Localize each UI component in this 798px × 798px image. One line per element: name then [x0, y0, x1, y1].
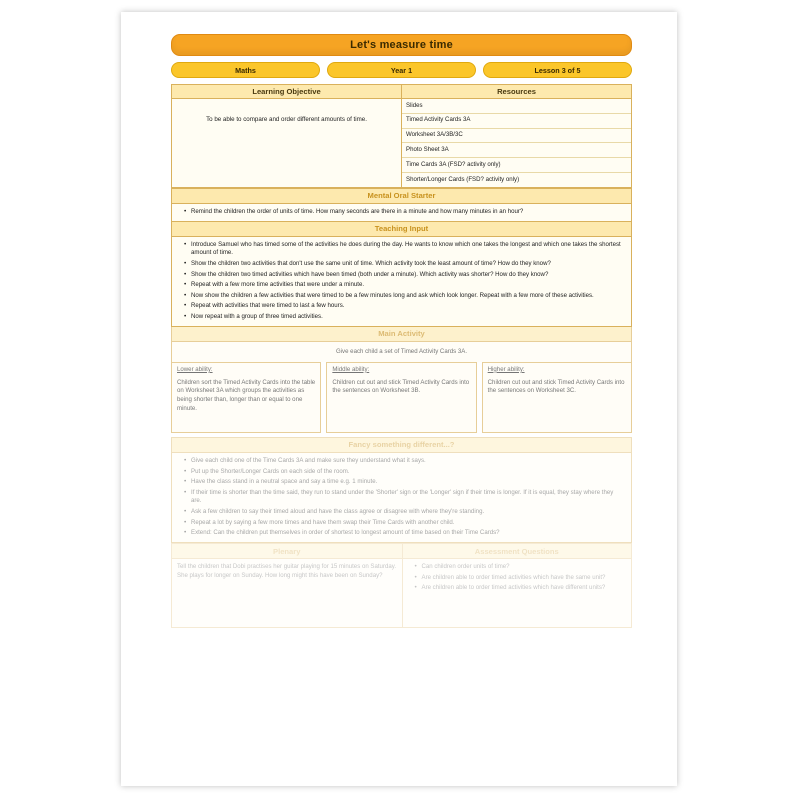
list-item: • Are children able to order timed activities which have different units?	[422, 583, 623, 594]
lesson-number-pill	[483, 62, 632, 78]
year-label: Year 1	[390, 65, 413, 75]
assessment-column	[402, 543, 633, 628]
subject-label: Maths	[235, 65, 256, 75]
document-page	[121, 12, 677, 786]
higher-ability-label: Higher ability:	[487, 365, 525, 373]
main-activity-note	[171, 342, 632, 362]
list-item: • Give each child one of the Time Cards 3A and make sure they understand what it says.	[191, 456, 622, 467]
list-item: Photo Sheet 3A	[402, 143, 631, 158]
list-item: • Ask a few children to say their timed aloud and have the class agree or disagree with where they're standing.	[191, 507, 622, 518]
resources-header: Resources	[402, 85, 632, 99]
list-item: • Introduce Samuel who has timed some of the activities he does during the day. He wants to know which one takes the longest and which one takes the shortest amount of time.	[191, 240, 622, 259]
learning-objective-text: To be able to compare and order different amounts of time.	[172, 99, 402, 188]
list-item: • Have the class stand in a neutral space and say a time e.g. 1 minute.	[191, 477, 622, 488]
list-item: • Repeat a lot by saying a few more times and have them swap their Time Cards with another child.	[191, 518, 622, 529]
fancy-something-different-body	[171, 453, 632, 543]
lower-ability-label: Lower ability:	[177, 365, 213, 373]
list-item: Shorter/Longer Cards (FSD? activity only)	[406, 175, 520, 183]
main-activity-note-text: Give each child a set of Timed Activity Cards 3A.	[335, 347, 468, 355]
ability-differentiation-row	[171, 362, 632, 433]
lesson-number-label: Lesson 3 of 5	[534, 65, 581, 75]
list-item: • Extend: Can the children put themselves in order of shortest to longest amount of time based on their Time Cards?	[191, 528, 622, 539]
lesson-plan-sheet	[171, 34, 632, 628]
lesson-title-banner	[171, 34, 632, 56]
main-activity-heading: Main Activity	[171, 327, 632, 342]
list-item: Worksheet 3A/3B/3C	[402, 129, 631, 144]
list-item: • Show the children two timed activities which have been timed (both under a minute). Which activity was shorter? How do they know?	[191, 270, 622, 281]
assessment-questions-body	[402, 559, 633, 628]
teaching-input-heading: Teaching Input	[171, 222, 632, 237]
resources-list-cell	[402, 99, 632, 188]
assessment-questions-list	[408, 562, 627, 594]
list-item: • Are children able to order timed activities which have the same unit?	[422, 573, 623, 584]
higher-ability-text: Children cut out and stick Timed Activity Cards into the sentences on Worksheet 3C.	[487, 378, 625, 395]
lower-ability-text: Children sort the Timed Activity Cards into the table on Worksheet 3A which groups the activities as being shorter than, longer than or equal to one minute.	[177, 378, 316, 413]
higher-ability-box	[482, 362, 632, 433]
plenary-heading: Plenary	[171, 543, 402, 559]
list-item: • Now repeat with a group of three timed activities.	[191, 312, 622, 323]
year-pill	[327, 62, 476, 78]
list-item: • Repeat with activities that were timed to last a few hours.	[191, 301, 622, 312]
lower-ability-box	[171, 362, 321, 433]
middle-ability-text: Children cut out and stick Timed Activity Cards into the sentences on Worksheet 3B.	[332, 378, 470, 395]
subject-pill	[171, 62, 320, 78]
mental-oral-starter-body	[171, 204, 632, 222]
fancy-something-different-list	[177, 456, 626, 539]
list-item: Slides	[402, 99, 631, 114]
list-item: • Can children order units of time?	[422, 562, 623, 573]
mental-oral-starter-heading: Mental Oral Starter	[171, 188, 632, 204]
fancy-something-different-heading: Fancy something different...?	[171, 437, 632, 453]
list-item: • Put up the Shorter/Longer Cards on each side of the room.	[191, 467, 622, 478]
lesson-meta-row	[171, 62, 632, 78]
middle-ability-label: Middle ability:	[332, 365, 370, 373]
mental-oral-starter-list	[177, 207, 626, 218]
list-item: Timed Activity Cards 3A	[402, 114, 631, 129]
list-item: Time Cards 3A (FSD? activity only)	[402, 158, 631, 173]
objective-resources-table	[171, 84, 632, 188]
plenary-text: Tell the children that Dobi practises her guitar playing for 15 minutes on Saturday. She plays for longer on Sunday. How long might this have been on Sunday?	[171, 559, 402, 628]
plenary-assessment-row	[171, 543, 632, 628]
list-item: • Repeat with a few more time activities that were under a minute.	[191, 280, 622, 291]
resources-list	[402, 99, 631, 187]
list-item: • If their time is shorter than the time said, they run to stand under the 'Shorter' sign or the 'Longer' sign if their time is longer. If it is equal, they stay where they are.	[191, 488, 622, 507]
teaching-input-list	[177, 240, 626, 323]
learning-objective-header: Learning Objective	[172, 85, 402, 99]
page-title: Let's measure time	[350, 39, 453, 51]
plenary-column	[171, 543, 402, 628]
assessment-questions-heading: Assessment Questions	[402, 543, 633, 559]
middle-ability-box	[326, 362, 476, 433]
list-item: • Show the children two activities that don't use the same unit of time. Which activity took the least amount of time? How do they know?	[191, 259, 622, 270]
list-item: • Now show the children a few activities that were timed to be a few minutes long and ask which look longer. Repeat with a few more of these activities.	[191, 291, 622, 302]
teaching-input-body	[171, 237, 632, 327]
list-item: • Remind the children the order of units of time. How many seconds are there in a minute and how many minutes in an hour?	[191, 207, 622, 218]
